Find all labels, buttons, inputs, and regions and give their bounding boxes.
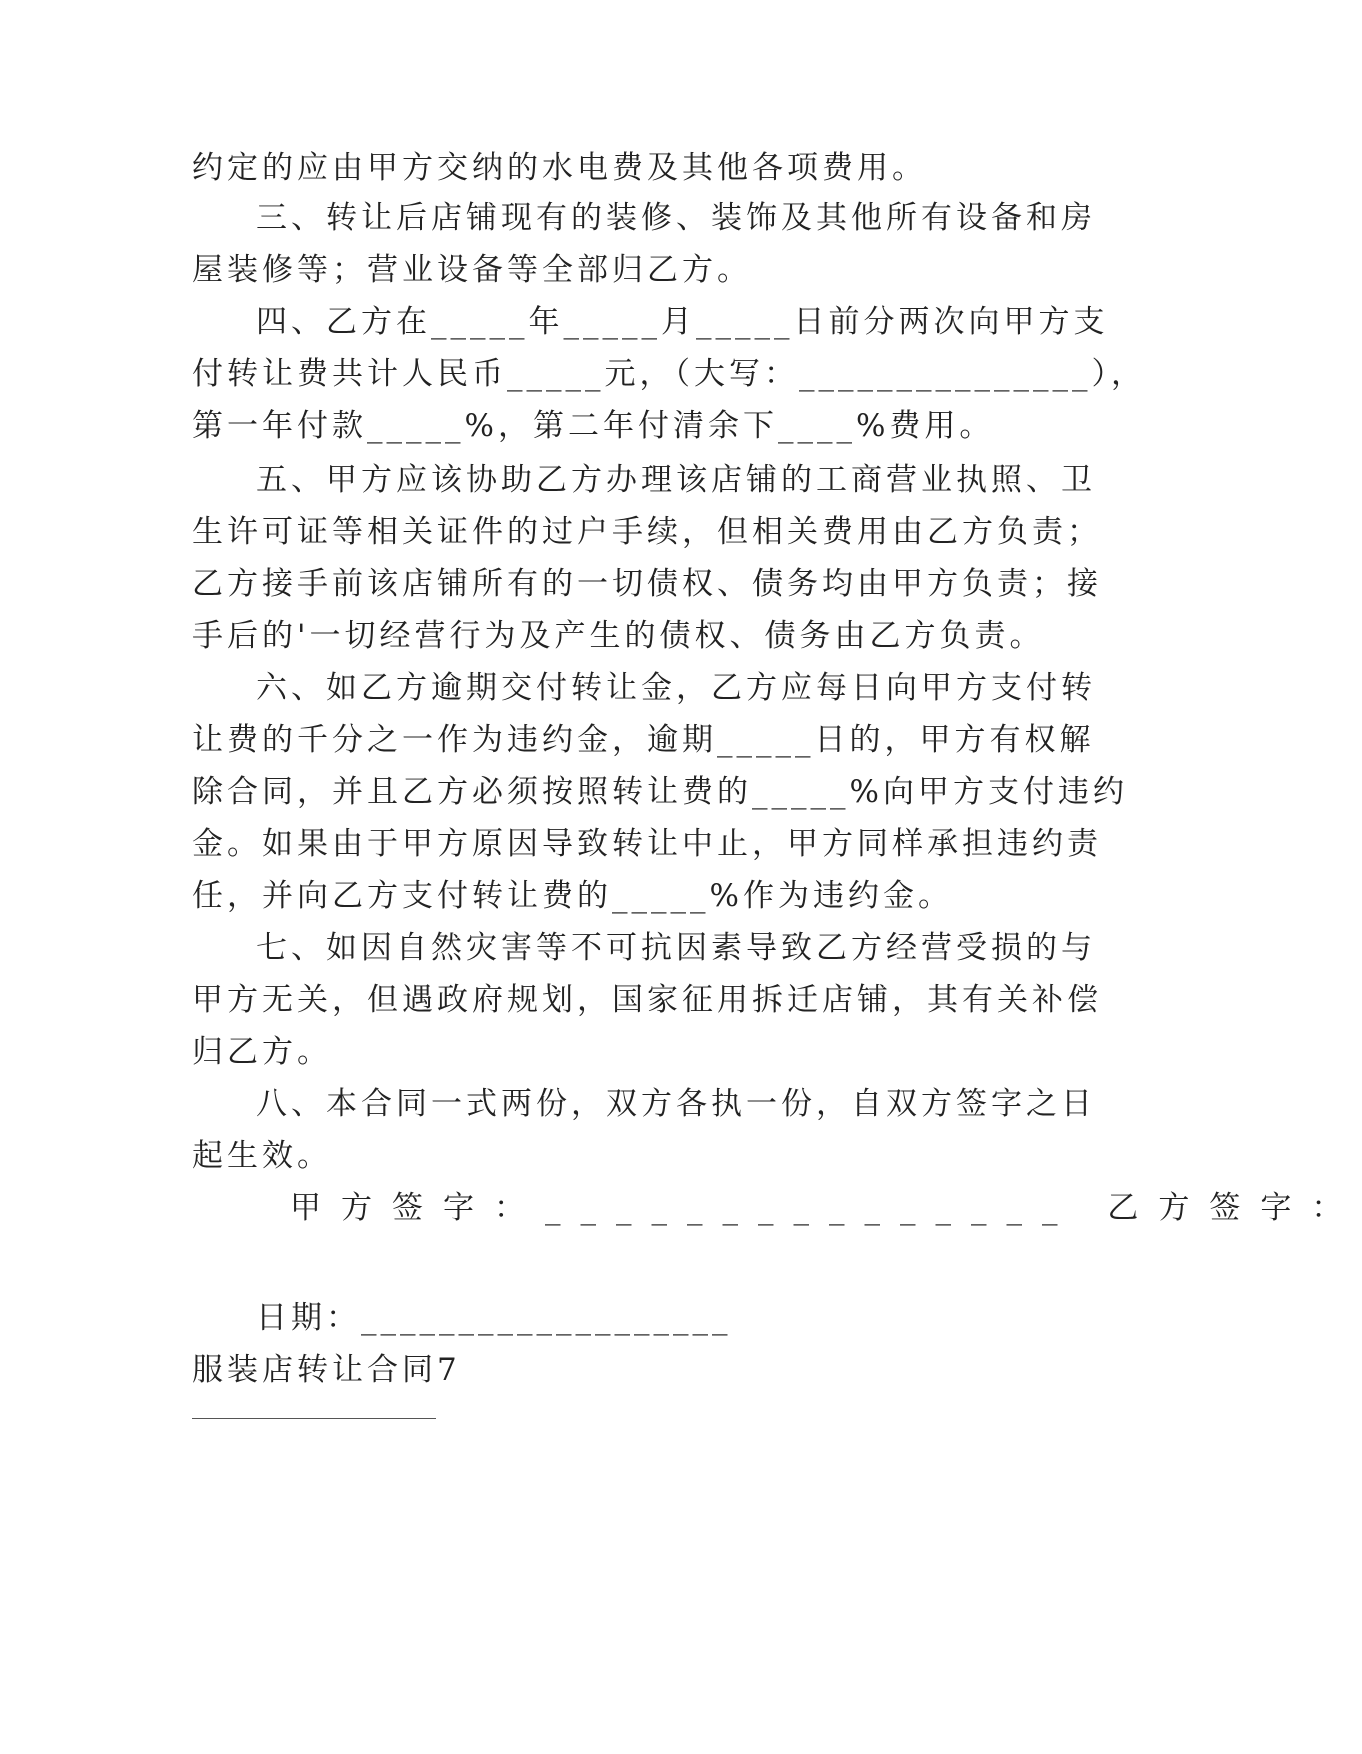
next-contract-title: 服装店转让合同7 xyxy=(192,1352,461,1388)
clause-5-line: 五、甲方应该协助乙方办理该店铺的工商营业执照、卫 xyxy=(256,462,1096,498)
clause-6-line: 六、如乙方逾期交付转让金，乙方应每日向甲方支付转 xyxy=(256,670,1096,706)
paragraph-line: 约定的应由甲方交纳的水电费及其他各项费用。 xyxy=(192,150,927,186)
paragraph-line: 归乙方。 xyxy=(192,1034,332,1070)
paragraph-line: 手后的'一切经营行为及产生的债权、债务由乙方负责。 xyxy=(192,618,1045,654)
clause-7-line: 七、如因自然灾害等不可抗因素导致乙方经营受损的与 xyxy=(256,930,1096,966)
paragraph-line: 金。如果由于甲方原因导致转让中止，甲方同样承担违约责 xyxy=(192,826,1102,862)
paragraph-line: 让费的千分之一作为违约金，逾期_____日的，甲方有权解 xyxy=(192,722,1095,758)
clause-3-line: 三、转让后店铺现有的装修、装饰及其他所有设备和房 xyxy=(256,200,1096,236)
clause-4-line: 四、乙方在_____年_____月_____日前分两次向甲方支 xyxy=(256,304,1109,340)
paragraph-line: 付转让费共计人民币_____元，（大写：_______________）， xyxy=(192,356,1146,392)
signature-underline xyxy=(192,1418,436,1419)
date-line: 日期：___________________ xyxy=(256,1300,732,1336)
paragraph-line: 乙方接手前该店铺所有的一切债权、债务均由甲方负责；接 xyxy=(192,566,1102,602)
paragraph-line: 第一年付款_____%，第二年付清余下____%费用。 xyxy=(192,408,995,444)
paragraph-line: 屋装修等；营业设备等全部归乙方。 xyxy=(192,252,752,288)
paragraph-line: 起生效。 xyxy=(192,1138,332,1174)
paragraph-line: 甲方无关，但遇政府规划，国家征用拆迁店铺，其有关补偿 xyxy=(192,982,1102,1018)
paragraph-line: 除合同，并且乙方必须按照转让费的_____%向甲方支付违约 xyxy=(192,774,1128,810)
paragraph-line: 生许可证等相关证件的过户手续，但相关费用由乙方负责； xyxy=(192,514,1102,550)
paragraph-line: 任，并向乙方支付转让费的_____%作为违约金。 xyxy=(192,878,953,914)
signature-line: 甲方签字：_______________ 乙方签字： xyxy=(290,1190,1362,1226)
clause-8-line: 八、本合同一式两份，双方各执一份，自双方签字之日 xyxy=(256,1086,1096,1122)
